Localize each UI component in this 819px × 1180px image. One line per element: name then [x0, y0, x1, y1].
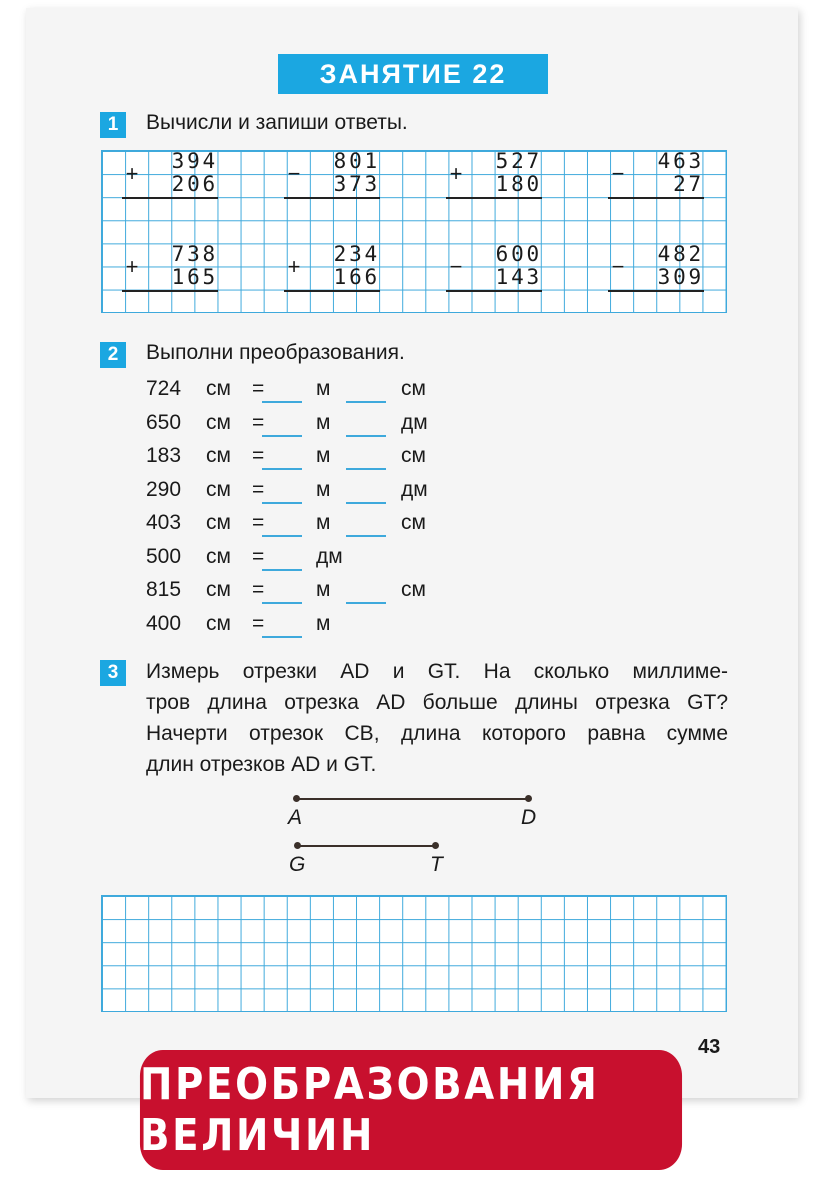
- operation-sign: +: [287, 254, 301, 279]
- operand-top: 482: [657, 242, 704, 266]
- sum-line: [122, 290, 218, 292]
- value: 500: [146, 545, 182, 568]
- unit: м: [316, 511, 331, 534]
- unit: м: [316, 578, 331, 601]
- task-3-grid[interactable]: [101, 895, 727, 1012]
- answer-blank-1[interactable]: [262, 535, 302, 537]
- equals-sign: =: [252, 612, 265, 635]
- operand-bottom: 166: [333, 265, 380, 289]
- operation-sign: +: [449, 161, 463, 186]
- equals-sign: =: [252, 545, 265, 568]
- operand-bottom: 309: [657, 265, 704, 289]
- unit: см: [206, 377, 231, 400]
- equals-sign: =: [252, 377, 265, 400]
- conversion-row-8: [146, 612, 466, 642]
- unit: см: [206, 444, 231, 467]
- operand-top: 234: [333, 242, 380, 266]
- equals-sign: =: [252, 478, 265, 501]
- value: 183: [146, 444, 182, 467]
- sum-line: [122, 197, 218, 199]
- column-operation-1: [122, 150, 218, 200]
- answer-blank-2[interactable]: [346, 435, 386, 437]
- label-t: T: [430, 853, 443, 876]
- equals-sign: =: [252, 511, 265, 534]
- unit: см: [401, 578, 426, 601]
- unit: см: [206, 578, 231, 601]
- answer-blank-1[interactable]: [262, 569, 302, 571]
- conversion-row-7: [146, 578, 466, 608]
- task-1-text: Вычисли и запиши ответы.: [146, 111, 408, 134]
- operation-sign: +: [125, 254, 139, 279]
- operand-top: 738: [171, 242, 218, 266]
- lesson-title: ЗАНЯТИЕ 22: [278, 54, 548, 94]
- answer-blank-2[interactable]: [346, 535, 386, 537]
- page-number: 43: [698, 1036, 721, 1058]
- unit: дм: [401, 478, 428, 501]
- sum-line: [284, 197, 380, 199]
- sum-line: [446, 290, 542, 292]
- operation-sign: −: [611, 254, 625, 279]
- label-a: A: [288, 806, 303, 829]
- answer-blank-1[interactable]: [262, 401, 302, 403]
- operand-top: 600: [495, 242, 542, 266]
- equals-sign: =: [252, 578, 265, 601]
- answer-blank-1[interactable]: [262, 602, 302, 604]
- task-3-line-3: Начерти отрезок CB, длина которого равна сумме: [146, 722, 728, 745]
- column-operation-6: [284, 243, 380, 293]
- operand-bottom: 143: [495, 265, 542, 289]
- conversion-row-3: [146, 444, 466, 474]
- column-operation-7: [446, 243, 542, 293]
- answer-blank-1[interactable]: [262, 636, 302, 638]
- unit: дм: [401, 411, 428, 434]
- operand-bottom: 373: [333, 172, 380, 196]
- task-3-line-4: длин отрезков AD и GT.: [146, 753, 377, 776]
- value: 650: [146, 411, 182, 434]
- segment-ad: [296, 798, 529, 800]
- operand-bottom: 206: [171, 172, 218, 196]
- unit: м: [316, 444, 331, 467]
- operand-bottom: 165: [171, 265, 218, 289]
- answer-blank-2[interactable]: [346, 401, 386, 403]
- segment-gt: [297, 845, 436, 847]
- sum-line: [446, 197, 542, 199]
- unit: см: [401, 444, 426, 467]
- unit: м: [316, 377, 331, 400]
- conversion-row-5: [146, 511, 466, 541]
- unit: м: [316, 411, 331, 434]
- answer-blank-1[interactable]: [262, 502, 302, 504]
- operand-bottom: 27: [673, 172, 704, 196]
- answer-blank-1[interactable]: [262, 435, 302, 437]
- conversion-row-4: [146, 478, 466, 508]
- operand-top: 463: [657, 149, 704, 173]
- value: 724: [146, 377, 182, 400]
- unit: см: [401, 511, 426, 534]
- task-3-text: [146, 656, 728, 780]
- task-2-number: 2: [100, 342, 126, 368]
- sum-line: [608, 290, 704, 292]
- sum-line: [284, 290, 380, 292]
- point-g: [294, 842, 301, 849]
- column-operation-3: [446, 150, 542, 200]
- task-2-text: Выполни преобразования.: [146, 341, 405, 364]
- task-3-number: 3: [100, 660, 126, 686]
- equals-sign: =: [252, 411, 265, 434]
- conversion-row-2: [146, 411, 466, 441]
- point-d: [525, 795, 532, 802]
- column-operation-4: [608, 150, 704, 200]
- answer-blank-2[interactable]: [346, 502, 386, 504]
- task-3-line-1: Измерь отрезки AD и GT. На сколько миллиме-: [146, 660, 728, 683]
- column-operation-5: [122, 243, 218, 293]
- value: 400: [146, 612, 182, 635]
- unit: дм: [316, 545, 343, 568]
- value: 290: [146, 478, 182, 501]
- unit: м: [316, 478, 331, 501]
- equals-sign: =: [252, 444, 265, 467]
- task-3-line-2: тров длина отрезка AD больше длины отрезка GT?: [146, 691, 728, 714]
- unit: см: [206, 478, 231, 501]
- task-1-number: 1: [100, 112, 126, 138]
- answer-blank-1[interactable]: [262, 468, 302, 470]
- point-a: [293, 795, 300, 802]
- point-t: [432, 842, 439, 849]
- unit: см: [401, 377, 426, 400]
- operation-sign: −: [287, 161, 301, 186]
- unit: см: [206, 511, 231, 534]
- operand-bottom: 180: [495, 172, 542, 196]
- unit: м: [316, 612, 331, 635]
- conversion-row-1: [146, 377, 466, 407]
- unit: см: [206, 411, 231, 434]
- unit: см: [206, 545, 231, 568]
- sum-line: [608, 197, 704, 199]
- label-g: G: [289, 853, 306, 876]
- unit: см: [206, 612, 231, 635]
- operation-sign: +: [125, 161, 139, 186]
- operand-top: 801: [333, 149, 380, 173]
- topic-banner: ПРЕОБРАЗОВАНИЯ ВЕЛИЧИН: [140, 1050, 682, 1170]
- label-d: D: [521, 806, 537, 829]
- value: 403: [146, 511, 182, 534]
- answer-blank-2[interactable]: [346, 468, 386, 470]
- operand-top: 394: [171, 149, 218, 173]
- column-operation-2: [284, 150, 380, 200]
- value: 815: [146, 578, 182, 601]
- answer-blank-2[interactable]: [346, 602, 386, 604]
- operation-sign: −: [449, 254, 463, 279]
- column-operation-8: [608, 243, 704, 293]
- operand-top: 527: [495, 149, 542, 173]
- conversion-row-6: [146, 545, 466, 575]
- operation-sign: −: [611, 161, 625, 186]
